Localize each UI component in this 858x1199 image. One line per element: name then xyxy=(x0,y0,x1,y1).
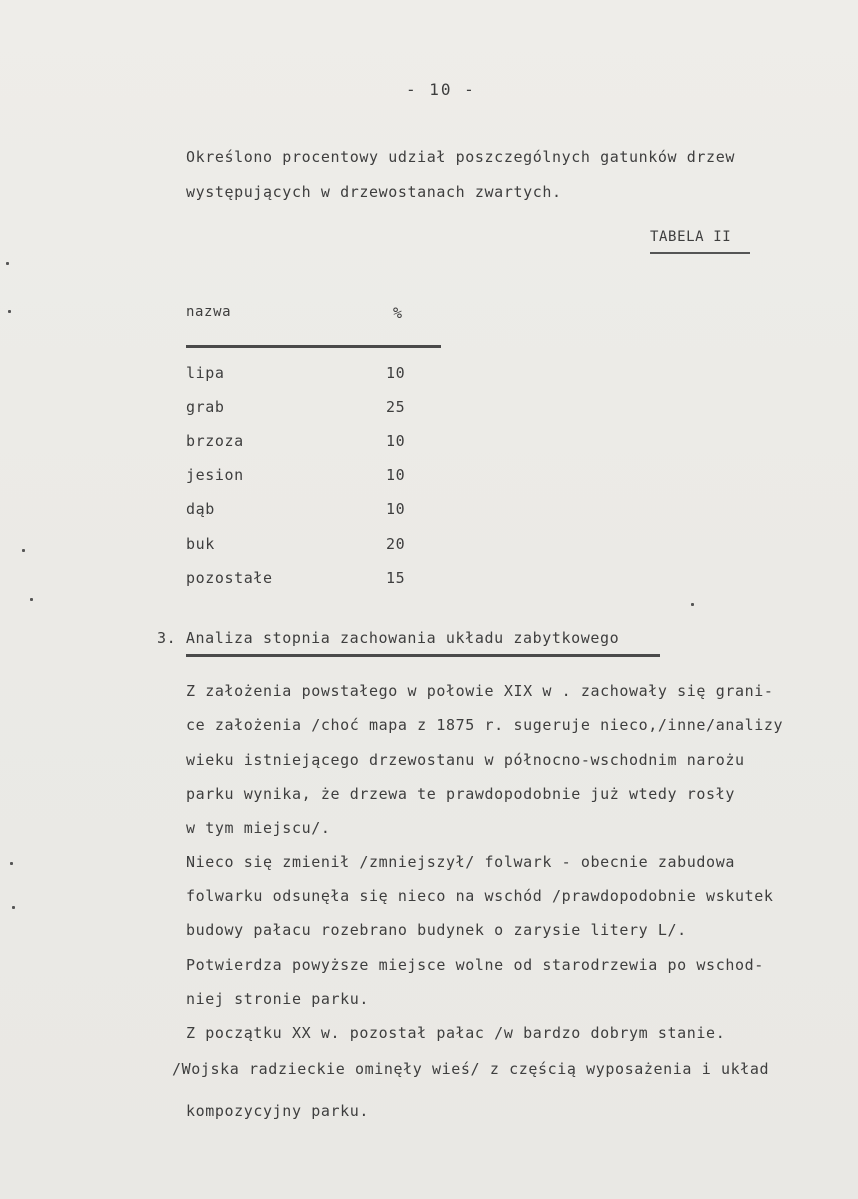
table-header-name: nazwa xyxy=(186,304,232,320)
paragraph-line: niej stronie parku. xyxy=(186,990,369,1008)
intro-line-2: występujących w drzewostanach zwartych. xyxy=(186,183,562,201)
paragraph-line: kompozycyjny parku. xyxy=(186,1102,369,1120)
paragraph-line: Nieco się zmienił /zmniejszył/ folwark - obecnie zabudowa xyxy=(186,853,735,871)
section-heading-underline xyxy=(186,654,660,657)
table-title: TABELA II xyxy=(650,229,732,245)
table-row-value: 10 xyxy=(386,364,406,382)
table-row-value: 10 xyxy=(386,466,406,484)
scan-speck xyxy=(30,598,33,601)
scan-speck xyxy=(6,262,9,265)
paragraph-line: wieku istniejącego drzewostanu w północno-wschodnim narożu xyxy=(186,751,745,769)
table-row-name: lipa xyxy=(186,364,225,382)
page-number: - 10 - xyxy=(406,80,476,99)
scan-speck xyxy=(12,906,15,909)
section-heading: 3. Analiza stopnia zachowania układu zabytkowego xyxy=(157,629,620,647)
intro-line-1: Określono procentowy udział poszczególnych gatunków drzew xyxy=(186,148,735,166)
scan-speck xyxy=(22,549,25,552)
table-row-value: 10 xyxy=(386,432,406,450)
table-row-name: brzoza xyxy=(186,432,244,450)
paragraph-line: Z założenia powstałego w połowie XIX w . zachowały się grani- xyxy=(186,682,774,700)
paragraph-line: Z początku XX w. pozostał pałac /w bardzo dobrym stanie. xyxy=(186,1024,726,1042)
paragraph-line: Potwierdza powyższe miejsce wolne od starodrzewia po wschod- xyxy=(186,956,764,974)
paragraph-line: budowy pałacu rozebrano budynek o zarysie litery L/. xyxy=(186,921,687,939)
table-row-name: dąb xyxy=(186,500,215,518)
table-header-percent: % xyxy=(393,304,403,322)
paragraph-line: parku wynika, że drzewa te prawdopodobnie już wtedy rosły xyxy=(186,785,735,803)
table-row-name: buk xyxy=(186,535,215,553)
paragraph-line: /Wojska radzieckie ominęły wieś/ z częścią wyposażenia i układ xyxy=(172,1060,770,1078)
table-row-name: pozostałe xyxy=(186,569,273,587)
paragraph-line: folwarku odsunęła się nieco na wschód /prawdopodobnie wskutek xyxy=(186,887,774,905)
table-row-name: grab xyxy=(186,398,225,416)
table-row-value: 10 xyxy=(386,500,406,518)
table-row-value: 20 xyxy=(386,535,406,553)
paragraph-line: ce założenia /choć mapa z 1875 r. sugeruje nieco,/inne/analizy xyxy=(186,716,784,734)
table-title-underline xyxy=(650,252,750,254)
table-row-name: jesion xyxy=(186,466,244,484)
table-header-rule xyxy=(186,345,441,348)
scan-speck xyxy=(10,862,13,865)
table-row-value: 15 xyxy=(386,569,406,587)
table-row-value: 25 xyxy=(386,398,406,416)
scan-speck xyxy=(691,603,694,606)
scan-speck xyxy=(8,310,11,313)
paragraph-line: w tym miejscu/. xyxy=(186,819,331,837)
